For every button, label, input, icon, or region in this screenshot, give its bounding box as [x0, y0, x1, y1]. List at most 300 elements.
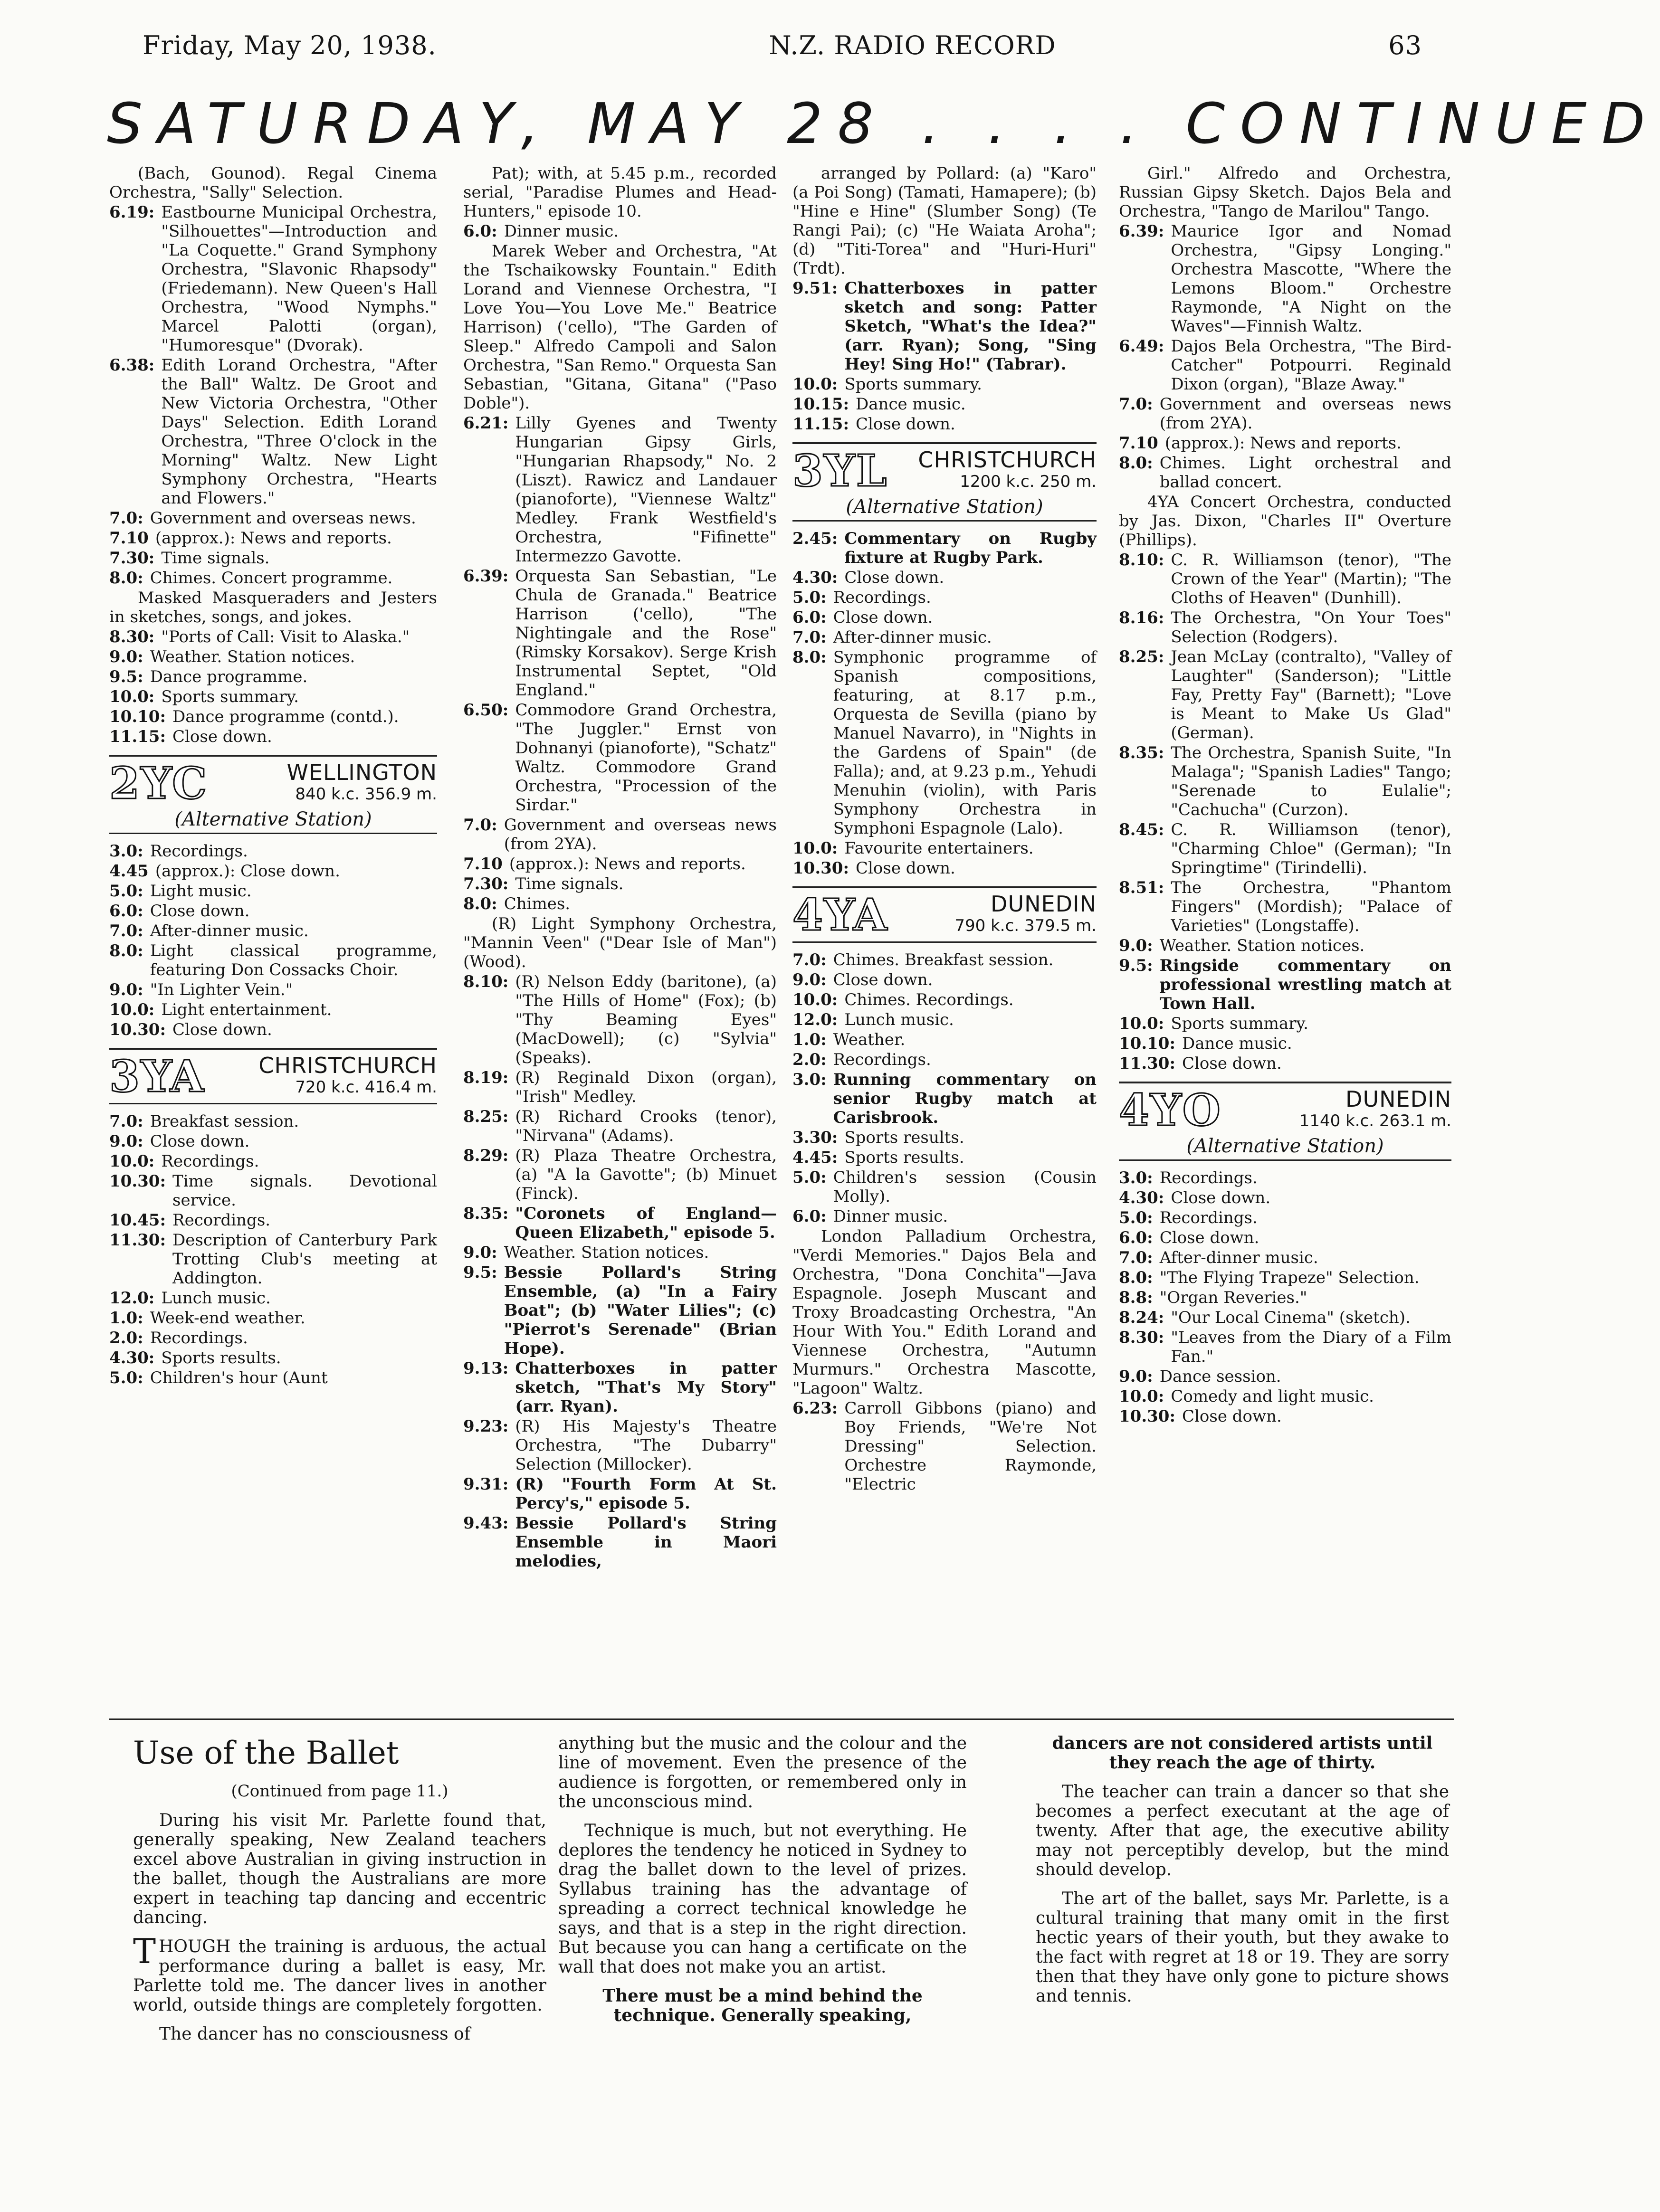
entry-text: Sports results.: [161, 1348, 281, 1367]
programme-entry: [1119, 1208, 1451, 1227]
programme-entry: [109, 687, 437, 706]
entry-time: 9.23:: [463, 1417, 509, 1436]
entry-text: Government and overseas news (from 2YA).: [504, 816, 777, 854]
entry-text: Sports results.: [844, 1128, 964, 1147]
entry-time: 6.0:: [109, 902, 143, 921]
continued-note: (Continued from page 11.): [231, 1782, 448, 1801]
entry-list: [792, 279, 1097, 434]
entry-text: Chimes. Light orchestral and ballad concert.: [1159, 454, 1451, 492]
programme-entry: [792, 648, 1097, 838]
station-city: CHRISTCHURCH: [258, 1053, 437, 1078]
programme-entry: [109, 509, 437, 528]
programme-text: Girl." Alfredo and Orchestra, Russian Gipsy Sketch. Dajos Bela and Orchestra, "Tango de Marilou" Tango.: [1119, 164, 1451, 221]
programme-entry: [1119, 1054, 1451, 1073]
station-city: WELLINGTON: [286, 759, 437, 785]
entry-time: 10.30:: [109, 1172, 166, 1191]
entry-time: 8.0:: [1119, 1268, 1153, 1287]
entry-text: (R) His Majesty's Theatre Orchestra, "The Dubarry" Selection (Millocker).: [515, 1417, 777, 1474]
entry-time: 10.0:: [1119, 1387, 1164, 1406]
programme-entry: [792, 588, 1097, 607]
entry-text: C. R. Williamson (tenor), "The Crown of the Year" (Martin); "The Cloths of Heaven" (Dunhill).: [1171, 551, 1451, 608]
programme-entry: [1119, 222, 1451, 336]
programme-entry: [792, 415, 1097, 434]
programme-entry: [109, 1368, 437, 1387]
entry-time: 6.39:: [463, 567, 509, 586]
drop-cap: T: [133, 1931, 156, 1971]
station-frequency: 1140 k.c. 263.1 m.: [1299, 1111, 1451, 1130]
entry-text: The Orchestra, "Phantom Fingers" (Mordish); "Palace of Varieties" (Longstaffe).: [1171, 878, 1451, 935]
entry-text: Ringside commentary on professional wrestling match at Town Hall.: [1159, 956, 1451, 1013]
entry-time: 8.0:: [1119, 454, 1153, 473]
entry-text: Weather.: [833, 1030, 906, 1049]
programme-entry: [463, 894, 777, 913]
entry-time: 6.39:: [1119, 222, 1164, 241]
entry-text: Recordings.: [833, 588, 931, 607]
column-2: [463, 164, 777, 1708]
entry-time: 9.0:: [109, 1132, 143, 1151]
programme-entry: [109, 667, 437, 686]
entry-text: Close down.: [150, 902, 250, 921]
entry-time: 9.0:: [1119, 936, 1153, 955]
station-logo: 3YL: [792, 445, 888, 496]
entry-text: Recordings.: [1159, 1168, 1258, 1187]
programme-text: arranged by Pollard: (a) "Karo" (a Poi Song) (Tamati, Hamapere); (b) "Hine e Hine" (Slumber Song) (Te Rangi Pai); (c) "He Waiata Aroha"; (d) "Titi-Torea" and "Huri-Huri" (Trdt).: [792, 164, 1097, 278]
programme-entry: [109, 980, 437, 999]
entry-time: 9.43:: [463, 1514, 509, 1533]
entry-text: "Organ Reveries.": [1159, 1288, 1307, 1307]
station-frequency: 1200 k.c. 250 m.: [960, 472, 1097, 491]
entry-text: Recordings.: [150, 842, 248, 861]
entry-text: (R) Plaza Theatre Orchestra, (a) "A la Gavotte"; (b) Minuet (Finck).: [515, 1146, 777, 1203]
entry-time: 5.0:: [1119, 1208, 1153, 1227]
programme-entry: [792, 990, 1097, 1009]
entry-time: 7.0:: [792, 628, 827, 647]
article-column-1: [133, 1734, 546, 2161]
entry-text: Recordings.: [150, 1329, 248, 1348]
programme-entry: [1119, 1228, 1451, 1247]
programme-entry: [1119, 1288, 1451, 1307]
entry-time: 4.45:: [792, 1148, 838, 1167]
programme-entry: [792, 1030, 1097, 1049]
programme-entry: [109, 902, 437, 921]
entry-text: Dance session.: [1159, 1367, 1281, 1386]
programme-entry: [1119, 936, 1451, 955]
entry-text: Close down.: [1159, 1228, 1259, 1247]
entry-text: Dance programme.: [150, 667, 308, 686]
entry-text: The Orchestra, "On Your Toes" Selection (Rodgers).: [1171, 608, 1451, 646]
programme-entry: [792, 1010, 1097, 1029]
entry-text: The Orchestra, Spanish Suite, "In Malaga"; "Spanish Ladies" Tango; "Serenade to Eulalie"; "Cachucha" (Curzon).: [1171, 743, 1451, 819]
entry-time: 12.0:: [792, 1010, 838, 1029]
entry-list: [792, 529, 1097, 878]
entry-text: Recordings.: [172, 1211, 271, 1230]
programme-entry: [109, 1309, 437, 1328]
programme-entry: [792, 970, 1097, 989]
entry-time: 6.21:: [463, 414, 509, 433]
programme-text: 4YA Concert Orchestra, conducted by Jas. Dixon, "Charles II" Overture (Phillips).: [1119, 493, 1451, 550]
programme-entry: [792, 395, 1097, 414]
programme-entry: [463, 1243, 777, 1262]
entry-time: 7.10: [463, 854, 503, 873]
station-type: (Alternative Station): [846, 496, 1043, 518]
entry-time: 6.19:: [109, 203, 155, 222]
entry-time: 6.50:: [463, 701, 509, 720]
entry-text: Close down.: [150, 1132, 250, 1151]
entry-text: Recordings.: [833, 1050, 931, 1069]
programme-entry: [1119, 956, 1451, 1013]
programme-entry: [109, 1112, 437, 1131]
entry-text: Close down.: [833, 970, 933, 989]
issue-date: Friday, May 20, 1938.: [143, 30, 437, 60]
entry-text: Close down.: [856, 415, 955, 434]
column-3: [792, 164, 1097, 1708]
entry-text: Dance music.: [856, 395, 966, 414]
programme-entry: [792, 529, 1097, 567]
station-block-4yo: [1119, 1082, 1451, 1161]
programme-text: Pat); with, at 5.45 p.m., recorded serial, "Paradise Plumes and Head-Hunters," episode 10.: [463, 164, 777, 221]
entry-text: (R) Reginald Dixon (organ), "Irish" Medley.: [515, 1068, 777, 1106]
entry-text: Close down.: [1182, 1054, 1282, 1073]
entry-time: 7.0:: [1119, 1248, 1153, 1267]
entry-time: 10.0:: [1119, 1014, 1164, 1033]
programme-entry: [463, 1475, 777, 1513]
entry-text: Maurice Igor and Nomad Orchestra, "Gipsy Longing." Orchestra Mascotte, "Where the Lemons Bloom." Orchestre Raymonde, "A Night on the Waves"—Finnish Waltz.: [1171, 222, 1451, 336]
entry-time: 10.0:: [792, 990, 838, 1009]
entry-text: Light music.: [150, 882, 252, 901]
entry-text: Edith Lorand Orchestra, "After the Ball" Waltz. De Groot and New Victoria Orchestra, "Other Days" Selection. Edith Lorand Orchestra, "Three O'clock in the Morning" Waltz. New Light Symphony Orchestra, "Hearts and Flowers.": [161, 356, 437, 508]
entry-text: Description of Canterbury Park Trotting Club's meeting at Addington.: [172, 1231, 437, 1288]
programme-entry: [1119, 647, 1451, 742]
programme-entry: [109, 921, 437, 940]
programme-entry: [1119, 1014, 1451, 1033]
entry-time: 6.0:: [792, 608, 827, 627]
programme-text: Masked Masqueraders and Jesters in sketches, songs, and jokes.: [109, 589, 437, 627]
entry-time: 10.15:: [792, 395, 849, 414]
programme-text: London Palladium Orchestra, "Verdi Memories." Dajos Bela and Orchestra, "Dona Conchita"—Java Espagnole. Joseph Muscant and Troxy Broadcasting Orchestra, "An Hour With You." Edith Lorand and Viennese Orchestra, "Autumn Murmurs." Orchestra Mascotte, "Lagoon" Waltz.: [792, 1227, 1097, 1398]
entry-text: Symphonic programme of Spanish compositions, featuring, at 8.17 p.m., Orquesta de Sevilla (piano by Manuel Navarro), in "Nights in the Gardens of Spain" (de Falla); and, at 9.23 p.m., Yehudi Menuhin (violin), with Paris Symphony Orchestra in Symphoni Espagnole (Lalo).: [833, 648, 1097, 838]
programme-entry: [1119, 1168, 1451, 1187]
programme-entry: [1119, 551, 1451, 608]
article-paragraph: The teacher can train a dancer so that she becomes a perfect executant at the age of twenty. After that age, the executive ability may not perceptibly develop, but the mind should develop.: [1036, 1782, 1449, 1880]
entry-time: 7.10: [109, 529, 149, 548]
entry-text: Chimes.: [504, 894, 571, 913]
entry-time: 7.0:: [109, 1112, 143, 1131]
programme-entry: [792, 1070, 1097, 1127]
entry-text: Sports summary.: [1171, 1014, 1308, 1033]
entry-text: Government and overseas news.: [150, 509, 416, 528]
entry-text: Close down.: [1171, 1188, 1271, 1207]
station-block-3ya: [109, 1048, 437, 1104]
entry-time: 6.0:: [792, 1207, 827, 1226]
entry-time: 8.45:: [1119, 820, 1164, 839]
entry-text: "Our Local Cinema" (sketch).: [1171, 1308, 1411, 1327]
entry-list: [109, 627, 437, 746]
entry-time: 10.30:: [792, 859, 849, 878]
entry-time: 9.5:: [1119, 956, 1153, 975]
entry-time: 6.23:: [792, 1399, 838, 1418]
programme-entry: [792, 628, 1097, 647]
entry-text: Dance music.: [1182, 1034, 1292, 1053]
article-paragraph: The art of the ballet, says Mr. Parlette, is a cultural training that many omit in the first hectic years of their youth, but they awake to the fact with regret at 18 or 19. They are sorry then that they have only gone to picture shows and tennis.: [1036, 1889, 1449, 2006]
programme-entry: [1119, 743, 1451, 819]
entry-time: 9.0:: [463, 1243, 497, 1262]
article-paragraph: During his visit Mr. Parlette found that, generally speaking, New Zealand teachers excel above Australian in giving instruction in the ballet, though the Australians are more expert in teaching tap dancing and eccentric dancing.: [133, 1811, 546, 1927]
entry-time: 7.30:: [109, 549, 155, 568]
entry-time: 5.0:: [792, 1168, 827, 1187]
programme-entry: [109, 882, 437, 901]
entry-time: 8.19:: [463, 1068, 509, 1087]
entry-text: Children's session (Cousin Molly).: [833, 1168, 1097, 1206]
programme-entry: [1119, 1407, 1451, 1426]
entry-list: [109, 1112, 437, 1387]
programme-entry: [1119, 1248, 1451, 1267]
entry-time: 10.30:: [109, 1020, 166, 1039]
entry-time: 12.0:: [109, 1289, 155, 1308]
entry-time: 8.35:: [1119, 743, 1164, 762]
programme-entry: [1119, 1387, 1451, 1406]
article-paragraph-text: HOUGH the training is arduous, the actual performance during a ballet is easy, Mr. Parlette told me. The dancer lives in another world, outside things are completely forgotten.: [133, 1937, 546, 2015]
programme-entry: [792, 1168, 1097, 1206]
programme-entry: [463, 1514, 777, 1571]
entry-time: 11.15:: [109, 727, 166, 746]
station-frequency: 790 k.c. 379.5 m.: [954, 916, 1097, 935]
entry-time: 1.0:: [792, 1030, 827, 1049]
entry-time: 4.30:: [109, 1348, 155, 1367]
entry-time: 8.16:: [1119, 608, 1164, 627]
programme-entry: [109, 356, 437, 508]
entry-text: Commodore Grand Orchestra, "The Juggler." Ernst von Dohnanyi (pianoforte), "Schatz" Waltz. Commodore Grand Orchestra, "Procession of the Sirdar.": [515, 701, 777, 815]
entry-text: Recordings.: [1159, 1208, 1258, 1227]
station-block-3yl: [792, 442, 1097, 522]
programme-entry: [463, 972, 777, 1067]
entry-text: Close down.: [844, 568, 944, 587]
entry-time: 10.0:: [109, 687, 155, 706]
entry-text: Week-end weather.: [150, 1309, 305, 1328]
programme-entry: [1119, 1328, 1451, 1366]
entry-text: Weather. Station notices.: [150, 647, 355, 666]
entry-time: 9.51:: [792, 279, 838, 298]
programme-entry: [463, 222, 777, 241]
entry-list: [463, 972, 777, 1571]
programme-entry: [109, 1289, 437, 1308]
entry-time: 9.5:: [463, 1263, 497, 1282]
entry-time: 3.30:: [792, 1128, 838, 1147]
programme-entry: [109, 1000, 437, 1019]
entry-text: Running commentary on senior Rugby match at Carisbrook.: [833, 1070, 1097, 1127]
entry-text: Orquesta San Sebastian, "Le Chula de Granada." Beatrice Harrison ('cello), "The Nightingale and the Rose" (Rimsky Korsakov). Serge Krish Instrumental Septet, "Old England.": [515, 567, 777, 700]
entry-time: 8.35:: [463, 1204, 509, 1223]
programme-entry: [463, 1263, 777, 1358]
entry-time: 8.24:: [1119, 1308, 1164, 1327]
entry-time: 8.29:: [463, 1146, 509, 1165]
entry-text: Light classical programme, featuring Don Cossacks Choir.: [150, 941, 437, 979]
programme-entry: [109, 941, 437, 979]
entry-text: Dinner music.: [833, 1207, 948, 1226]
entry-time: 2.0:: [109, 1329, 143, 1348]
entry-time: 9.0:: [109, 980, 143, 999]
entry-time: 8.0:: [109, 941, 143, 960]
entry-text: Bessie Pollard's String Ensemble, (a) "In a Fairy Boat"; (b) "Water Lilies"; (c) "Pierrot's Serenade" (Brian Hope).: [504, 1263, 777, 1358]
entry-time: 5.0:: [792, 588, 827, 607]
entry-time: 10.45:: [109, 1211, 166, 1230]
programme-entry: [1119, 1188, 1451, 1207]
entry-text: Close down.: [172, 1020, 272, 1039]
entry-text: Commentary on Rugby fixture at Rugby Park.: [844, 529, 1097, 567]
programme-entry: [463, 1068, 777, 1106]
programme-entry: [1119, 1367, 1451, 1386]
entry-text: Chimes. Breakfast session.: [833, 950, 1054, 969]
article-paragraph: anything but the music and the colour and the line of movement. Even the presence of the audience is forgotten, or remembered only in the unconscious mind.: [558, 1734, 967, 1812]
entry-text: Breakfast session.: [150, 1112, 299, 1131]
programme-entry: [109, 842, 437, 861]
entry-list: [1119, 551, 1451, 1073]
entry-time: 8.10:: [1119, 551, 1164, 570]
entry-text: Light entertainment.: [161, 1000, 332, 1019]
entry-text: After-dinner music.: [1159, 1248, 1318, 1267]
entry-text: After-dinner music.: [150, 921, 309, 940]
programme-entry: [463, 1359, 777, 1416]
programme-entry: [109, 707, 437, 726]
programme-entry: [792, 1399, 1097, 1494]
programme-entry: [792, 279, 1097, 374]
entry-text: Dinner music.: [504, 222, 619, 241]
entry-text: Sports summary.: [161, 687, 299, 706]
station-city: DUNEDIN: [1345, 1086, 1451, 1112]
entry-time: 7.0:: [1119, 395, 1153, 414]
programme-entry: [463, 1204, 777, 1242]
programme-entry: [463, 567, 777, 700]
programme-entry: [109, 1231, 437, 1288]
column-1: [109, 164, 437, 1708]
article-column-2: [558, 1734, 967, 2161]
entry-text: Sports summary.: [844, 375, 982, 394]
programme-entry: [792, 375, 1097, 394]
entry-text: "Ports of Call: Visit to Alaska.": [161, 627, 410, 646]
entry-time: 6.0:: [463, 222, 497, 241]
station-logo: 3YA: [109, 1051, 205, 1102]
entry-time: 7.0:: [109, 509, 143, 528]
entry-time: 8.51:: [1119, 878, 1164, 897]
entry-text: Government and overseas news (from 2YA).: [1159, 395, 1451, 433]
programme-entry: [109, 727, 437, 746]
entry-time: 9.31:: [463, 1475, 509, 1494]
entry-time: 2.45:: [792, 529, 838, 548]
station-frequency: 720 k.c. 416.4 m.: [295, 1078, 437, 1097]
section-banner: SATURDAY, MAY 28 . . . . CONTINUED: [107, 91, 1660, 156]
station-logo: 4YA: [792, 889, 888, 940]
programme-entry: [109, 549, 437, 568]
entry-text: "Leaves from the Diary of a Film Fan.": [1171, 1328, 1451, 1366]
programme-entry: [1119, 454, 1451, 492]
entry-text: Recordings.: [161, 1152, 259, 1171]
entry-time: 10.0:: [109, 1152, 155, 1171]
entry-text: (approx.): News and reports.: [155, 529, 392, 548]
entry-time: 3.0:: [792, 1070, 827, 1089]
programme-entry: [1119, 878, 1451, 935]
programme-entry: [792, 608, 1097, 627]
entry-text: Dajos Bela Orchestra, "The Bird-Catcher" Potpourri. Reginald Dixon (organ), "Blaze Away.": [1171, 337, 1451, 394]
entry-text: Time signals. Devotional service.: [172, 1172, 437, 1210]
entry-text: Dance programme (contd.).: [172, 707, 399, 726]
programme-entry: [463, 1417, 777, 1474]
programme-entry: [792, 950, 1097, 969]
entry-time: 8.8:: [1119, 1288, 1153, 1307]
entry-text: (approx.): News and reports.: [1164, 434, 1402, 453]
station-logo: 4YO: [1119, 1084, 1221, 1136]
entry-time: 2.0:: [792, 1050, 827, 1069]
entry-time: 10.0:: [792, 375, 838, 394]
entry-time: 7.0:: [109, 921, 143, 940]
entry-time: 6.38:: [109, 356, 155, 375]
entry-time: 10.30:: [1119, 1407, 1176, 1426]
programme-entry: [1119, 1268, 1451, 1287]
entry-text: (approx.): News and reports.: [509, 854, 746, 873]
entry-text: Carroll Gibbons (piano) and Boy Friends, "We're Not Dressing" Selection. Orchestre Raymonde, "Electric: [844, 1399, 1097, 1494]
page-header: [143, 28, 1422, 62]
programme-text: (R) Light Symphony Orchestra, "Mannin Veen" ("Dear Isle of Man") (Wood).: [463, 914, 777, 971]
entry-time: 8.30:: [1119, 1328, 1164, 1347]
article-column-3: [1036, 1734, 1449, 2161]
entry-time: 11.15:: [792, 415, 849, 434]
programme-entry: [463, 414, 777, 566]
entry-time: 8.10:: [463, 972, 509, 991]
entry-time: 10.0:: [792, 839, 838, 858]
entry-time: 5.0:: [109, 1368, 143, 1387]
station-logo: 2YC: [109, 758, 208, 809]
entry-text: (approx.): Close down.: [155, 862, 340, 881]
programme-entry: [463, 816, 777, 854]
programme-entry: [463, 1146, 777, 1203]
entry-time: 8.0:: [792, 648, 827, 667]
entry-time: 9.0:: [1119, 1367, 1153, 1386]
programme-entry: [792, 1050, 1097, 1069]
programme-entry: [109, 627, 437, 646]
entry-time: 4.45: [109, 862, 149, 881]
station-city: CHRISTCHURCH: [918, 447, 1097, 473]
article-paragraph: The dancer has no consciousness of: [159, 2024, 471, 2044]
entry-time: 9.0:: [792, 970, 827, 989]
entry-time: 10.10:: [109, 707, 166, 726]
entry-time: 9.0:: [109, 647, 143, 666]
programme-entry: [109, 1172, 437, 1210]
programme-entry: [792, 568, 1097, 587]
programme-entry: [463, 1107, 777, 1145]
entry-text: Bessie Pollard's String Ensemble in Maori melodies,: [515, 1514, 777, 1571]
entry-time: 3.0:: [109, 842, 143, 861]
entry-time: 9.5:: [109, 667, 143, 686]
column-4: [1119, 164, 1451, 1708]
entry-time: 8.0:: [109, 569, 143, 588]
entry-time: 7.30:: [463, 874, 509, 893]
programme-entry: [109, 1152, 437, 1171]
entry-text: "Coronets of England—Queen Elizabeth," episode 5.: [515, 1204, 777, 1242]
programme-entry: [792, 1128, 1097, 1147]
entry-text: Close down.: [856, 859, 955, 878]
entry-list: [792, 950, 1097, 1226]
entry-text: Chimes. Concert programme.: [150, 569, 393, 588]
programme-entry: [1119, 337, 1451, 394]
entry-text: Lunch music.: [161, 1289, 271, 1308]
programme-entry: [1119, 608, 1451, 646]
entry-time: 9.13:: [463, 1359, 509, 1378]
entry-time: 7.0:: [463, 816, 497, 835]
programme-entry: [792, 1207, 1097, 1226]
entry-text: Weather. Station notices.: [504, 1243, 709, 1262]
entry-time: 8.25:: [463, 1107, 509, 1126]
programme-entry: [1119, 1034, 1451, 1053]
entry-text: Eastbourne Municipal Orchestra, "Silhouettes"—Introduction and "La Coquette." Grand Symphony Orchestra, "Slavonic Rhapsody" (Friedemann). New Queen's Hall Orchestra, "Wood Nymphs." Marcel Palotti (organ), "Humoresque" (Dvorak).: [161, 203, 437, 355]
entry-list: [1119, 222, 1451, 492]
